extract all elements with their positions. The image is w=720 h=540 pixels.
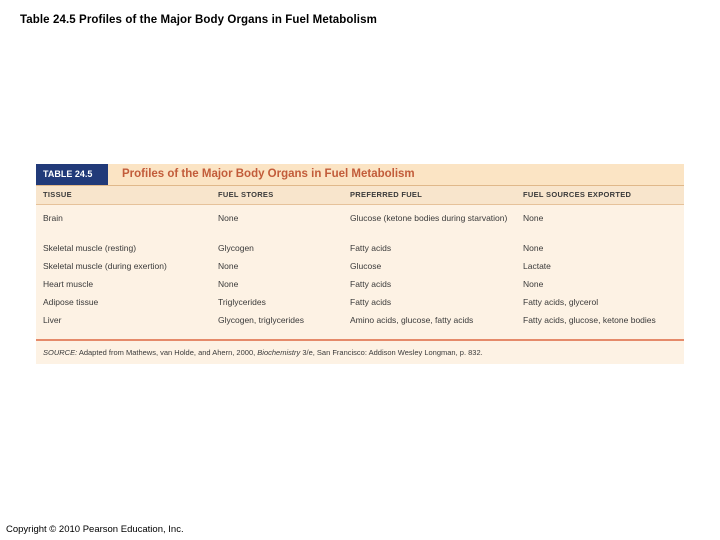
cell-fuel-sources-exported: None	[523, 213, 544, 223]
cell-tissue: Heart muscle	[43, 279, 94, 289]
cell-preferred-fuel: Glucose	[350, 261, 382, 271]
cell-fuel-stores: Glycogen	[218, 243, 254, 253]
cell-preferred-fuel: Fatty acids	[350, 297, 392, 307]
table-row	[36, 296, 684, 314]
cell-fuel-sources-exported: None	[523, 279, 544, 289]
table-source-note	[43, 348, 483, 357]
table-number-tag: TABLE 24.5	[36, 164, 108, 185]
column-header-preferred-fuel: PREFERRED FUEL	[350, 190, 423, 199]
table-row	[36, 212, 684, 242]
table-bottom-rule	[36, 339, 684, 341]
source-lead: SOURCE:	[43, 348, 78, 357]
cell-fuel-stores: None	[218, 213, 239, 223]
cell-fuel-sources-exported: Lactate	[523, 261, 551, 271]
copyright-notice: Copyright © 2010 Pearson Education, Inc.	[6, 524, 184, 535]
cell-tissue: Brain	[43, 213, 63, 223]
table-figure	[36, 164, 684, 364]
cell-preferred-fuel: Fatty acids	[350, 243, 392, 253]
table-row	[36, 314, 684, 332]
cell-preferred-fuel: Glucose (ketone bodies during starvation)	[350, 213, 508, 223]
cell-fuel-stores: None	[218, 279, 239, 289]
table-header-bar	[36, 164, 684, 186]
cell-tissue: Skeletal muscle (during exertion)	[43, 261, 167, 271]
table-row	[36, 242, 684, 260]
cell-fuel-stores: Triglycerides	[218, 297, 266, 307]
column-header-fuel-stores: FUEL STORES	[218, 190, 274, 199]
cell-tissue: Liver	[43, 315, 62, 325]
cell-tissue: Skeletal muscle (resting)	[43, 243, 137, 253]
cell-fuel-sources-exported: Fatty acids, glucose, ketone bodies	[523, 315, 656, 325]
column-header-row	[36, 186, 684, 205]
table-row	[36, 260, 684, 278]
table-body	[36, 212, 684, 332]
slide-title: Table 24.5 Profiles of the Major Body Organs in Fuel Metabolism	[20, 14, 377, 26]
source-text-end: 3/e, San Francisco: Addison Wesley Longman, p. 832.	[300, 348, 483, 357]
cell-preferred-fuel: Fatty acids	[350, 279, 392, 289]
cell-fuel-stores: None	[218, 261, 239, 271]
cell-fuel-sources-exported: Fatty acids, glycerol	[523, 297, 599, 307]
cell-tissue: Adipose tissue	[43, 297, 99, 307]
table-title: Profiles of the Major Body Organs in Fuel Metabolism	[122, 168, 415, 180]
table-row	[36, 278, 684, 296]
column-header-tissue: TISSUE	[43, 190, 72, 199]
source-book-title: Biochemistry	[257, 348, 301, 357]
cell-fuel-stores: Glycogen, triglycerides	[218, 315, 304, 325]
cell-preferred-fuel: Amino acids, glucose, fatty acids	[350, 315, 474, 325]
cell-fuel-sources-exported: None	[523, 243, 544, 253]
column-header-fuel-sources-exported: FUEL SOURCES EXPORTED	[523, 190, 632, 199]
source-text: Adapted from Mathews, van Holde, and Ahern, 2000,	[77, 348, 258, 357]
